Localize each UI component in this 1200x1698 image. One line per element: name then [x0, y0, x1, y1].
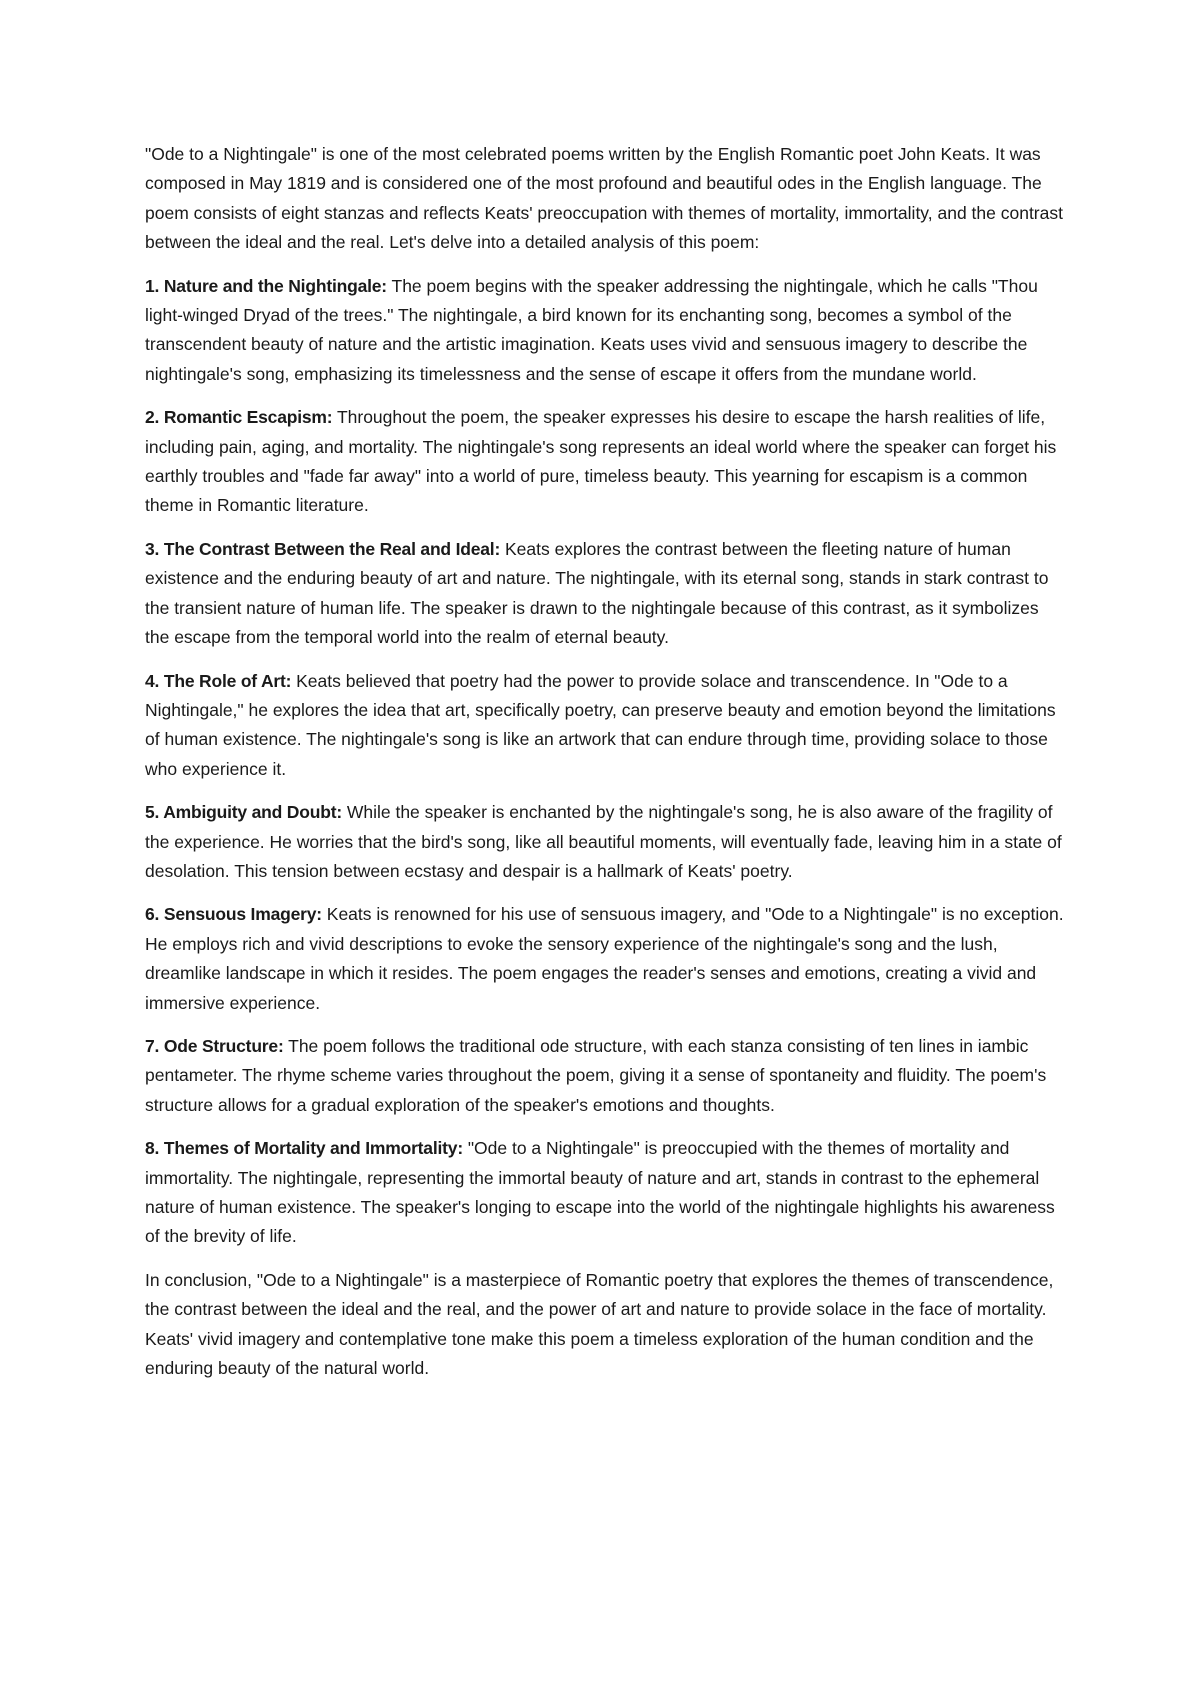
section-paragraph: [145, 535, 1065, 653]
section-heading: 1. Nature and the Nightingale:: [145, 275, 387, 296]
section-text: Keats explores the contrast between the fleeting nature of human existence and the enduring beauty of art and nature. The nightingale, with its eternal song, stands in stark contrast to the transient nature of human life. The speaker is drawn to the nightingale because of this contrast, as it symbolizes the escape from the temporal world into the realm of eternal beauty.: [145, 538, 1049, 648]
section-text: The poem follows the traditional ode structure, with each stanza consisting of ten lines in iambic pentameter. The rhyme scheme varies throughout the poem, giving it a sense of spontaneity and fluidity. The poem's structure allows for a gradual exploration of the speaker's emotions and thoughts.: [145, 1035, 1047, 1115]
section-paragraph: [145, 272, 1065, 390]
section-heading: 3. The Contrast Between the Real and Ideal:: [145, 538, 501, 559]
section-text: Keats believed that poetry had the power to provide solace and transcendence. In "Ode to a Nightingale," he explores the idea that art, specifically poetry, can preserve beauty and emotion beyond the limitations of human existence. The nightingale's song is like an artwork that can endure through time, providing solace to those who experience it.: [145, 670, 1056, 779]
section-text: The poem begins with the speaker addressing the nightingale, which he calls "Thou light-winged Dryad of the trees." The nightingale, a bird known for its enchanting song, becomes a symbol of the transcendent beauty of nature and the artistic imagination. Keats uses vivid and sensuous imagery to describe the nightingale's song, emphasizing its timelessness and the sense of escape it offers from the mundane world.: [145, 275, 1038, 384]
section-paragraph: [145, 1134, 1065, 1252]
section-heading: 2. Romantic Escapism:: [145, 407, 333, 428]
section-text: "Ode to a Nightingale" is preoccupied with the themes of mortality and immortality. The nightingale, representing the immortal beauty of nature and art, stands in contrast to the ephemeral nature of human existence. The speaker's longing to escape into the world of the nightingale highlights his awareness of the brevity of life.: [145, 1138, 1055, 1247]
conclusion-paragraph: In conclusion, "Ode to a Nightingale" is a masterpiece of Romantic poetry that explores the themes of transcendence, the contrast between the ideal and the real, and the power of art and nature to provide solace in the face of mortality. Keats' vivid imagery and contemplative tone make this poem a timeless exploration of the human condition and the enduring beauty of the natural world.: [145, 1269, 1054, 1379]
section-paragraph: [145, 1032, 1065, 1120]
section-text: Keats is renowned for his use of sensuous imagery, and "Ode to a Nightingale" is no exception. He employs rich and vivid descriptions to evoke the sensory experience of the nightingale's song and the lush, dreamlike landscape in which it resides. The poem engages the reader's senses and emotions, creating a vivid and immersive experience.: [145, 904, 1064, 1013]
section-heading: 7. Ode Structure:: [145, 1035, 284, 1056]
section-paragraph: [145, 798, 1065, 886]
section-heading: 4. The Role of Art:: [145, 670, 292, 691]
section-paragraph: [145, 403, 1065, 521]
intro-paragraph: "Ode to a Nightingale" is one of the most celebrated poems written by the English Romantic poet John Keats. It was composed in May 1819 and is considered one of the most profound and beautiful odes in the English language. The poem consists of eight stanzas and reflects Keats' preoccupation with themes of mortality, immortality, and the contrast between the ideal and the real. Let's delve into a detailed analysis of this poem:: [145, 144, 1063, 253]
section-text: Throughout the poem, the speaker expresses his desire to escape the harsh realities of life, including pain, aging, and mortality. The nightingale's song represents an ideal world where the speaker can forget his earthly troubles and "fade far away" into a world of pure, timeless beauty. This yearning for escapism is a common theme in Romantic literature.: [145, 407, 1057, 516]
section-heading: 6. Sensuous Imagery:: [145, 904, 322, 925]
section-heading: 5. Ambiguity and Doubt:: [145, 802, 342, 823]
section-paragraph: [145, 667, 1065, 785]
section-heading: 8. Themes of Mortality and Immortality:: [145, 1138, 463, 1159]
section-text: While the speaker is enchanted by the nightingale's song, he is also aware of the fragility of the experience. He worries that the bird's song, like all beautiful moments, will eventually fade, leaving him in a state of desolation. This tension between ecstasy and despair is a hallmark of Keats' poetry.: [145, 802, 1062, 881]
document-body: [145, 140, 1065, 1397]
section-paragraph: [145, 900, 1065, 1018]
